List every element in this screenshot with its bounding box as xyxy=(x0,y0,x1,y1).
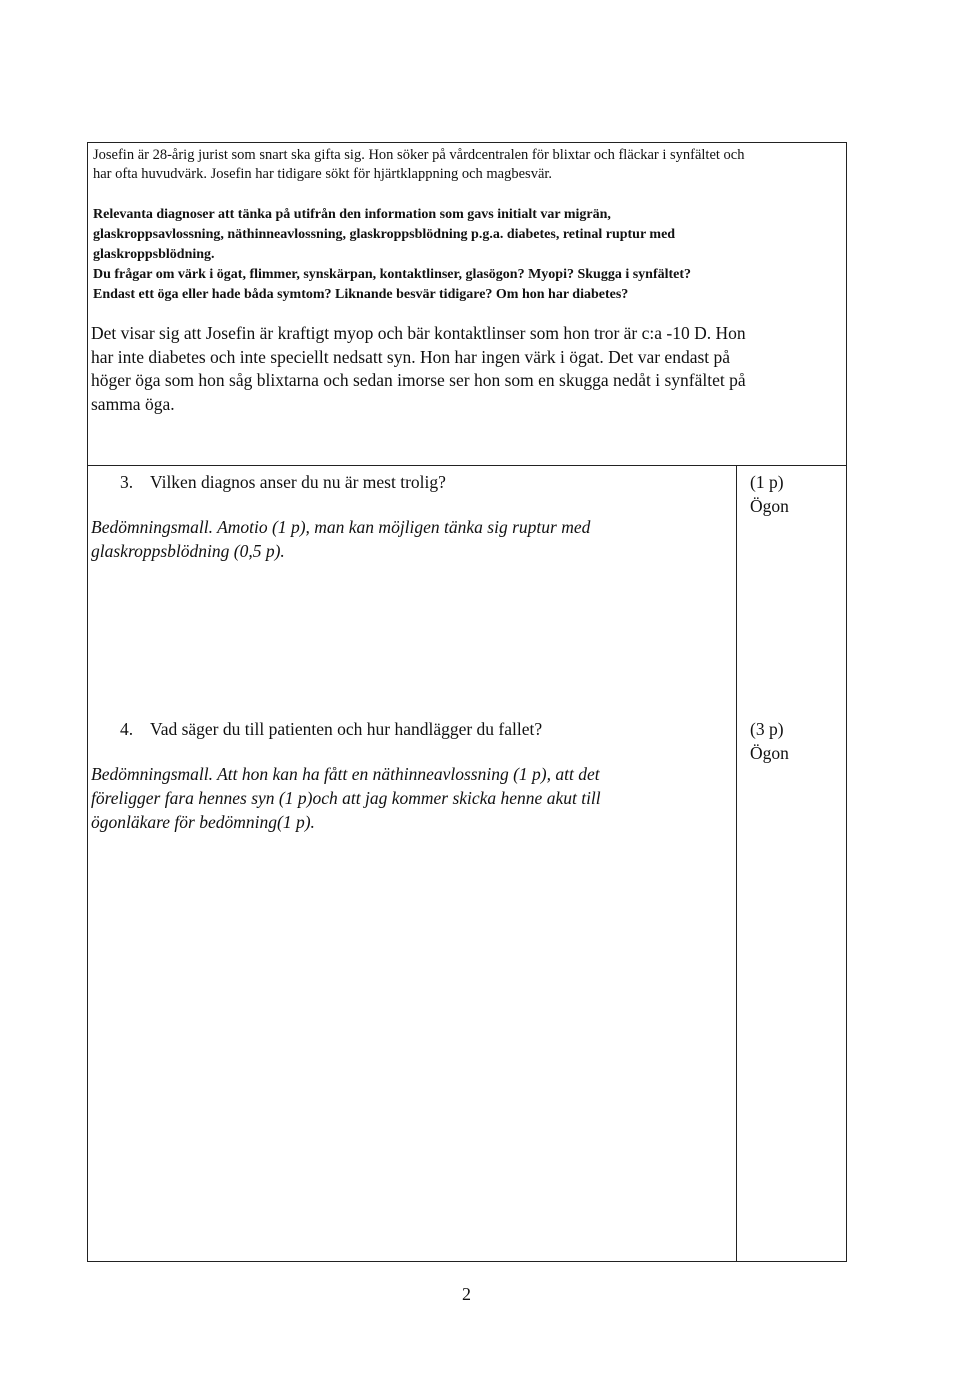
outcome-line: Det visar sig att Josefin är kraftigt myop och bär kontaktlinser som hon tror är c:a -10 D. Hon xyxy=(91,323,746,343)
page-number: 2 xyxy=(462,1284,471,1304)
relevant-line: glaskroppsblödning. xyxy=(93,247,215,262)
question-number: 3. xyxy=(120,472,134,492)
relevant-diagnoses xyxy=(93,205,843,305)
question-3-points xyxy=(750,470,789,518)
outcome-line: har inte diabetes och inte speciellt nedsatt syn. Hon har ingen värk i ögat. Det var endast på xyxy=(91,346,731,367)
assessment-line: Bedömningsmall. Amotio (1 p), man kan möjligen tänka sig ruptur med xyxy=(91,517,591,537)
question-4-points xyxy=(750,717,789,765)
question-text: Vilken diagnos anser du nu är mest trolig? xyxy=(150,472,446,492)
points-column-divider xyxy=(736,466,737,1262)
relevant-line: Du frågar om värk i ögat, flimmer, synskärpan, kontaktlinser, glasögon? Myopi? Skugga i synfältet? xyxy=(93,267,692,282)
assessment-line: glaskroppsblödning (0,5 p). xyxy=(91,541,285,561)
question-text: Vad säger du till patienten och hur handlägger du fallet? xyxy=(150,719,543,739)
relevant-line: Endast ett öga eller hade båda symtom? Liknande besvär tidigare? Om hon har diabetes? xyxy=(93,287,629,302)
question-number: 4. xyxy=(120,719,134,739)
question-3 xyxy=(120,470,446,494)
question-4-assessment xyxy=(91,762,731,834)
intro-line: Josefin är 28-årig jurist som snart ska gifta sig. Hon söker på vårdcentralen för blixtar och fläckar i synfältet och xyxy=(93,147,745,163)
case-intro xyxy=(93,146,843,184)
intro-line: har ofta huvudvärk. Josefin har tidigare sökt för hjärtklappning och magbesvär. xyxy=(93,166,553,182)
points-value: (1 p) xyxy=(750,472,784,492)
subject-label: Ögon xyxy=(750,496,789,516)
points-value: (3 p) xyxy=(750,719,784,739)
outcome-line: samma öga. xyxy=(91,393,175,414)
assessment-line: föreligger fara hennes syn (1 p)och att jag kommer skicka henne akut till xyxy=(91,788,601,808)
case-outcome xyxy=(91,322,841,416)
relevant-line: Relevanta diagnoser att tänka på utifrån den information som gavs initialt var migrän, xyxy=(93,207,611,222)
questions-box xyxy=(87,466,847,1262)
assessment-line: ögonläkare för bedömning(1 p). xyxy=(91,812,315,832)
relevant-line: glaskroppsavlossning, näthinneavlossning, glaskroppsblödning p.g.a. diabetes, retinal ruptur med xyxy=(93,227,676,242)
assessment-line: Bedömningsmall. Att hon kan ha fått en näthinneavlossning (1 p), att det xyxy=(91,764,600,784)
subject-label: Ögon xyxy=(750,743,789,763)
question-3-assessment xyxy=(91,515,731,563)
outcome-line: höger öga som hon såg blixtarna och sedan imorse ser hon som en skugga nedåt i synfältet på xyxy=(91,370,746,390)
question-4 xyxy=(120,717,542,741)
